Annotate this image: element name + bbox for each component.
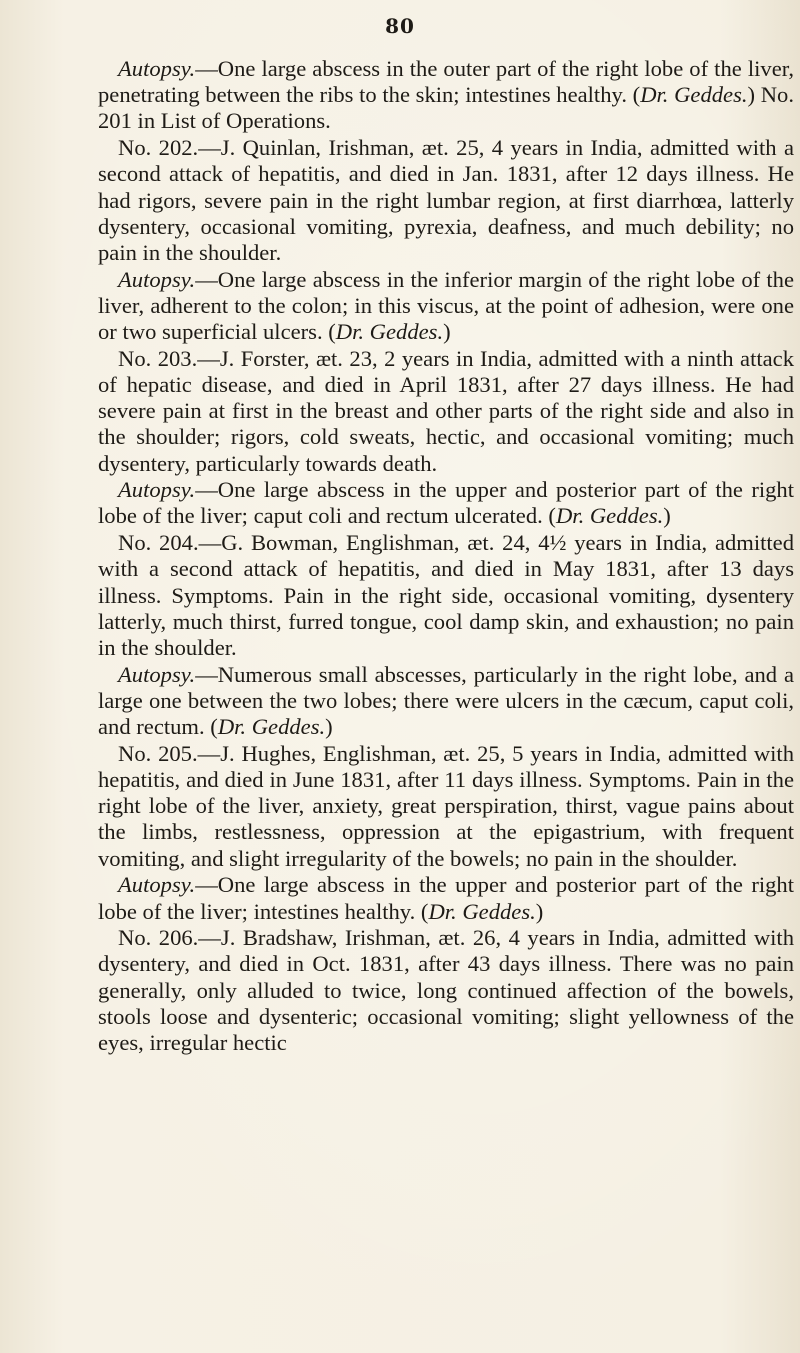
- paragraph-tail: ): [443, 319, 451, 345]
- paragraph-text: —One large abscess in the upper and posterior part of the right lobe of the liver; caput coli and rectum ulcerated. (: [98, 477, 794, 529]
- case-entry-205: [98, 741, 794, 872]
- reference: Dr. Geddes.: [640, 82, 748, 108]
- reference: Dr. Geddes.: [555, 503, 664, 529]
- autopsy-heading: Autopsy.: [118, 56, 196, 81]
- paragraph-tail: ): [535, 898, 544, 924]
- reference: Dr. Geddes.: [217, 714, 326, 740]
- paragraph-text: No. 204.—G. Bowman, Englishman, æt. 24, 4½ years in India, admitted with a second attack of hepatitis, and died in May 1831, after 13 days illness. Symptoms. Pain in the right side, occasional vomiting, dysentery latterly, much thirst, furred tongue, cool damp skin, and exhaustion; no pain in the shoulder.: [98, 530, 794, 660]
- case-entry-202: [98, 135, 794, 266]
- paragraph-text: No. 202.—J. Quinlan, Irishman, æt. 25, 4 years in India, admitted with a second attack of hepatitis, and died in Jan. 1831, after 12 days illness. He had rigors, severe pain in the right lumbar region, at first diarrhœa, latterly dysentery, occasional vomiting, pyrexia, deafness, and much debility; no pain in the shoulder.: [98, 135, 794, 265]
- reference: Dr. Geddes.: [428, 898, 536, 924]
- paragraph-text: —One large abscess in the upper and posterior part of the right lobe of the liver; intestines healthy. (: [98, 872, 794, 924]
- paragraph-autopsy-201: [98, 56, 794, 135]
- case-entry-206: [98, 925, 794, 1056]
- autopsy-heading: Autopsy.: [118, 661, 196, 687]
- autopsy-heading: Autopsy.: [118, 266, 196, 292]
- reference: Dr. Geddes.: [335, 319, 444, 345]
- paragraph-autopsy-204: [98, 662, 794, 741]
- case-entry-203: [98, 346, 794, 477]
- paragraph-tail: ): [663, 503, 671, 529]
- page-number: 80: [385, 14, 415, 38]
- autopsy-heading: Autopsy.: [118, 477, 196, 503]
- autopsy-heading: Autopsy.: [118, 872, 196, 898]
- paragraph-autopsy-205: [98, 872, 794, 924]
- paragraph-tail: ): [325, 714, 333, 740]
- paragraph-text: —One large abscess in the outer part of the right lobe of the liver, penetrating between the ribs to the skin; intestines healthy. (: [98, 56, 794, 108]
- paragraph-tail: ) No. 201 in List of Operations.: [98, 82, 794, 134]
- paragraph-text: —One large abscess in the inferior margin of the right lobe of the liver, adherent to the colon; in this viscus, at the point of adhesion, were one or two superficial ulcers. (: [98, 266, 794, 345]
- page-body: [98, 56, 794, 1057]
- paragraph-text: No. 203.—J. Forster, æt. 23, 2 years in India, admitted with a ninth attack of hepatic disease, and died in April 1831, after 27 days illness. He had severe pain at first in the breast and other parts of the right side and also in the shoulder; rigors, cold sweats, hectic, and occasional vomiting; much dysentery, particularly towards death.: [98, 345, 794, 476]
- paragraph-autopsy-203: [98, 477, 794, 529]
- case-entry-204: [98, 530, 794, 661]
- paragraph-text: —Numerous small abscesses, particularly in the right lobe, and a large one between the two lobes; there were ulcers in the cæcum, caput coli, and rectum. (: [98, 661, 794, 740]
- paragraph-autopsy-202: [98, 267, 794, 346]
- paragraph-text: No. 205.—J. Hughes, Englishman, æt. 25, 5 years in India, admitted with hepatitis, and died in June 1831, after 11 days illness. Symptoms. Pain in the right lobe of the liver, anxiety, great perspiration, thirst, vague pains about the limbs, restlessness, oppression at the epigastrium, with frequent vomiting, and slight irregularity of the bowels; no pain in the shoulder.: [98, 740, 794, 871]
- paragraph-text: No. 206.—J. Bradshaw, Irishman, æt. 26, 4 years in India, admitted with dysentery, and died in Oct. 1831, after 43 days illness. There was no pain generally, only alluded to twice, long continued affection of the bowels, stools loose and dysenteric; occasional vomiting; slight yellowness of the eyes, irregular hectic: [98, 925, 794, 1056]
